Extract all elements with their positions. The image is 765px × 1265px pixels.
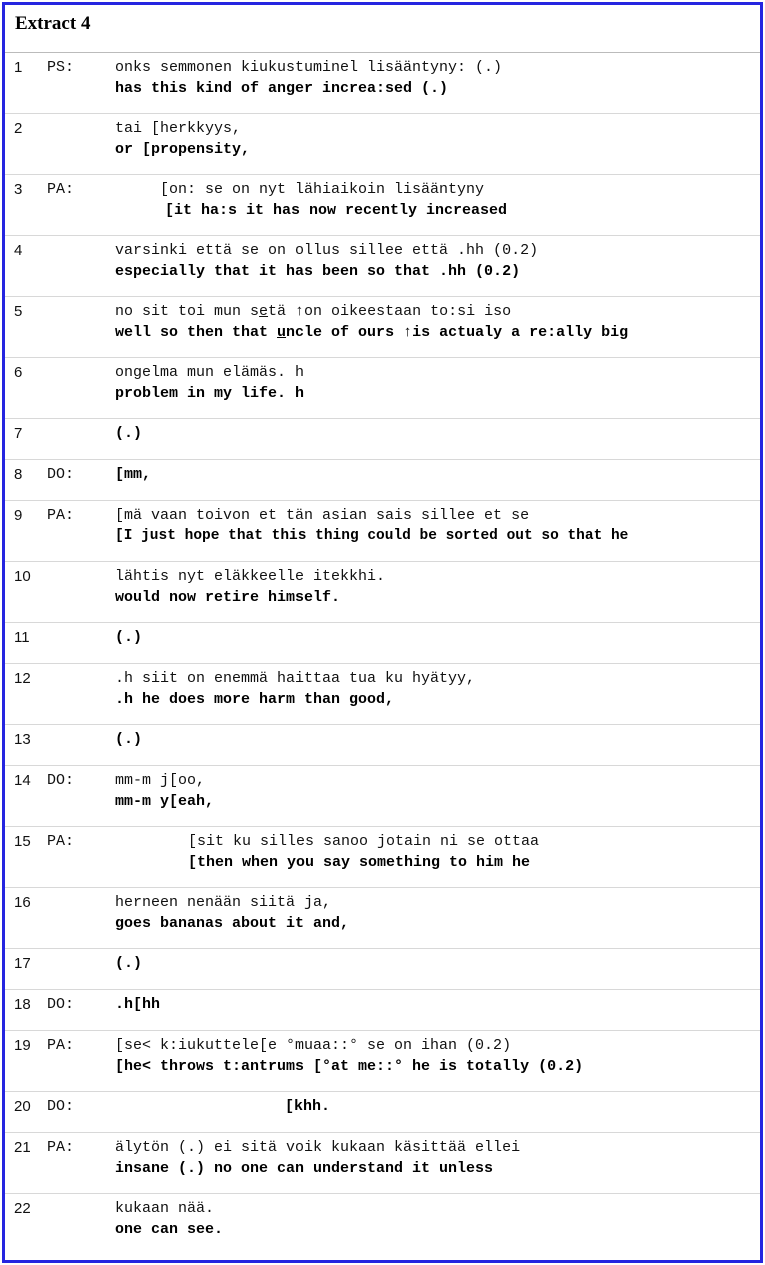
english-translation: insane (.) no one can understand it unless bbox=[115, 1160, 494, 1177]
line-number: 8 bbox=[14, 466, 23, 483]
extract-frame bbox=[2, 2, 763, 1263]
transcript-line bbox=[5, 500, 760, 561]
speaker-label: PA: bbox=[47, 181, 75, 198]
speaker-label: PA: bbox=[47, 1037, 75, 1054]
transcript-line bbox=[5, 948, 760, 989]
finnish-text: älytön (.) ei sitä voik kukaan käsittää ellei bbox=[115, 1139, 521, 1156]
line-number: 18 bbox=[14, 996, 31, 1013]
line-number: 3 bbox=[14, 181, 23, 198]
english-translation: one can see. bbox=[115, 1221, 224, 1238]
line-number: 13 bbox=[14, 731, 31, 748]
english-translation: problem in my life. h bbox=[115, 385, 305, 402]
english-translation: would now retire himself. bbox=[115, 589, 341, 606]
transcript-line bbox=[5, 1132, 760, 1193]
transcript-line bbox=[5, 52, 760, 113]
transcript-line bbox=[5, 887, 760, 948]
transcript-line bbox=[5, 989, 760, 1030]
line-number: 9 bbox=[14, 507, 23, 524]
transcript-line bbox=[5, 357, 760, 418]
speaker-label: DO: bbox=[47, 772, 75, 789]
english-translation: [mm, bbox=[115, 466, 152, 483]
line-number: 1 bbox=[14, 59, 23, 76]
finnish-text: [se< k:iukuttele[e °muaa::° se on ihan (0.2) bbox=[115, 1037, 512, 1054]
speaker-label: PS: bbox=[47, 59, 75, 76]
finnish-text: herneen nenään siitä ja, bbox=[115, 894, 332, 911]
transcript-line bbox=[5, 561, 760, 622]
line-number: 16 bbox=[14, 894, 31, 911]
transcript-line bbox=[5, 1193, 760, 1255]
speaker-label: DO: bbox=[47, 466, 75, 483]
finnish-text: .h siit on enemmä haittaa tua ku hyätyy, bbox=[115, 670, 476, 687]
english-translation: mm-m y[eah, bbox=[115, 793, 215, 810]
line-number: 11 bbox=[14, 629, 30, 646]
line-number: 15 bbox=[14, 833, 31, 850]
finnish-text: [mä vaan toivon et tän asian sais sillee et se bbox=[115, 507, 530, 524]
finnish-text: no sit toi mun setä ↑on oikeestaan to:si iso bbox=[115, 303, 512, 320]
line-number: 7 bbox=[14, 425, 23, 442]
finnish-text: mm-m j[oo, bbox=[115, 772, 206, 789]
transcript-line bbox=[5, 459, 760, 500]
line-number: 10 bbox=[14, 568, 31, 585]
finnish-text: lähtis nyt eläkkeelle itekkhi. bbox=[115, 568, 386, 585]
transcript-line bbox=[5, 174, 760, 235]
transcript-line bbox=[5, 622, 760, 663]
transcript-line bbox=[5, 1030, 760, 1091]
english-translation: [he< throws t:antrums [°at me::° he is totally (0.2) bbox=[115, 1058, 584, 1075]
line-number: 4 bbox=[14, 242, 23, 259]
english-translation: well so then that uncle of ours ↑is actualy a re:ally big bbox=[115, 324, 629, 341]
finnish-text: varsinki että se on ollus sillee että .hh (0.2) bbox=[115, 242, 539, 259]
line-number: 20 bbox=[14, 1098, 31, 1115]
transcript-line bbox=[5, 113, 760, 174]
english-translation: [khh. bbox=[285, 1098, 331, 1115]
speaker-label: DO: bbox=[47, 996, 75, 1013]
speaker-label: PA: bbox=[47, 1139, 75, 1156]
line-number: 21 bbox=[14, 1139, 31, 1156]
line-number: 2 bbox=[14, 120, 23, 137]
english-translation: .h[hh bbox=[115, 996, 161, 1013]
english-translation: [it ha:s it has now recently increased bbox=[165, 202, 508, 219]
finnish-text: [sit ku silles sanoo jotain ni se ottaa bbox=[188, 833, 540, 850]
line-number: 22 bbox=[14, 1200, 31, 1217]
transcript-line bbox=[5, 418, 760, 459]
finnish-text: [on: se on nyt lähiaikoin lisääntyny bbox=[160, 181, 485, 198]
transcript-line bbox=[5, 724, 760, 765]
extract-title: Extract 4 bbox=[15, 13, 91, 34]
english-translation: (.) bbox=[115, 425, 143, 442]
line-number: 17 bbox=[14, 955, 31, 972]
transcript-line bbox=[5, 765, 760, 826]
line-number: 12 bbox=[14, 670, 31, 687]
line-number: 14 bbox=[14, 772, 31, 789]
english-translation: (.) bbox=[115, 629, 143, 646]
english-translation: [I just hope that this thing could be sorted out so that he bbox=[115, 528, 629, 544]
speaker-label: PA: bbox=[47, 833, 75, 850]
transcript-line bbox=[5, 296, 760, 357]
finnish-text: ongelma mun elämäs. h bbox=[115, 364, 305, 381]
transcript-line bbox=[5, 235, 760, 296]
english-translation: especially that it has been so that .hh (0.2) bbox=[115, 263, 521, 280]
english-translation: [then when you say something to him he bbox=[188, 854, 531, 871]
english-translation: goes bananas about it and, bbox=[115, 915, 350, 932]
line-number: 19 bbox=[14, 1037, 31, 1054]
line-number: 5 bbox=[14, 303, 23, 320]
transcript-line bbox=[5, 826, 760, 887]
transcript-line bbox=[5, 1091, 760, 1132]
speaker-label: PA: bbox=[47, 507, 75, 524]
english-translation: (.) bbox=[115, 955, 143, 972]
english-translation: has this kind of anger increa:sed (.) bbox=[115, 80, 449, 97]
finnish-text: onks semmonen kiukustuminel lisääntyny: (.) bbox=[115, 59, 503, 76]
english-translation: (.) bbox=[115, 731, 143, 748]
english-translation: .h he does more harm than good, bbox=[115, 691, 395, 708]
finnish-text: tai [herkkyys, bbox=[115, 120, 242, 137]
line-number: 6 bbox=[14, 364, 23, 381]
speaker-label: DO: bbox=[47, 1098, 75, 1115]
english-translation: or [propensity, bbox=[115, 141, 251, 158]
finnish-text: kukaan nää. bbox=[115, 1200, 215, 1217]
transcript-line bbox=[5, 663, 760, 724]
